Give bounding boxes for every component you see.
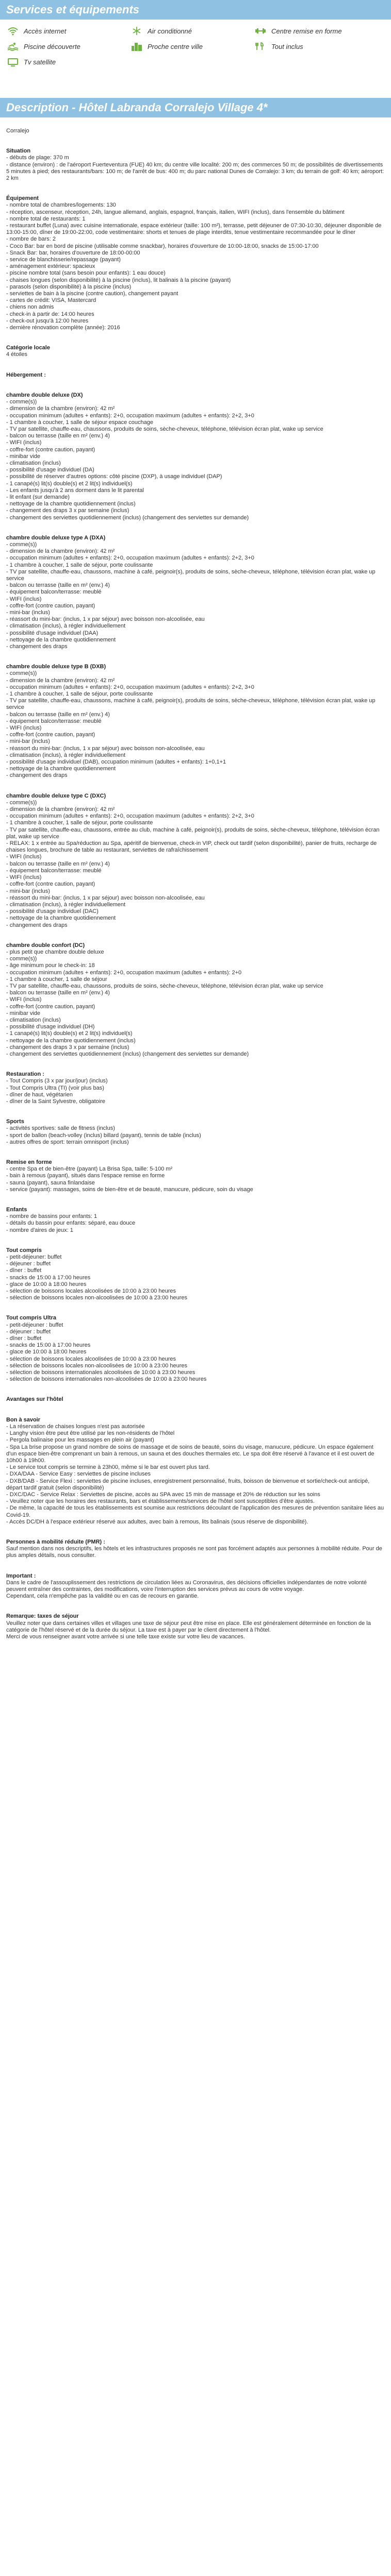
section-line: - sélection de boissons internationales alcoolisées de 10:00 à 23:00 heures [6, 1369, 196, 1376]
snowflake-icon [131, 26, 142, 36]
spacer [6, 779, 385, 793]
section-line: - minibar vide [6, 453, 41, 460]
section-line: - TV par satellite, chauffe-eau, chaussons, produits de soins, sèche-cheveux, téléphone, télévision écran plat, wake up service [6, 426, 323, 432]
section-line: - 1 chambre à coucher, 1 salle de séjour, porte coulissante [6, 691, 153, 698]
spacer [6, 1383, 385, 1396]
spacer [6, 929, 385, 942]
location-subtitle: Corralejo [6, 128, 29, 134]
section-line: - climatisation (inclus), à régler individuellement [6, 623, 126, 630]
section-line: - possibilité d'usage individuel (DH) [6, 1024, 95, 1030]
section-line: - climatisation (inclus) [6, 1016, 61, 1023]
section-line: - coffre-fort (contre caution, payant) [6, 732, 95, 738]
section-line: - occupation minimum (adultes + enfants): 2+0, occupation maximum (adultes + enfants): 2+0 [6, 969, 242, 976]
spacer [6, 650, 385, 664]
section-line: - Tout Compris (3 x par jour/jour) (inclus) [6, 1078, 108, 1084]
section-line: - nombre total de chambres/logements: 130 [6, 202, 116, 209]
section-line: - Snack Bar: bar, horaires d'ouverture de 18:00-00:00 [6, 249, 140, 256]
section-line: - WIFI (inclus) [6, 854, 42, 860]
section-line: - mini-bar (inclus) [6, 609, 50, 616]
section-line: - WIFI (inclus) [6, 996, 42, 1003]
feature-fitness [255, 26, 374, 36]
section-line: - dimension de la chambre (environ): 42 m² [6, 677, 115, 684]
section-line: - possibilité d'usage individuel (DA) [6, 467, 94, 473]
section-line: - Langhy vision être peut être utilisé par les non-résidents de l'hôtel [6, 1430, 175, 1437]
section-line: - sélection de boissons locales non-alcoolisées de 10:00 à 23:00 heures [6, 1295, 188, 1301]
section-line: - balcon ou terrasse (taille en m² (env.) 4) [6, 860, 110, 867]
section-line: - Tout Compris Ultra (TI) (voir plus bas) [6, 1084, 104, 1091]
section-line: - comme(s)) [6, 670, 37, 677]
description-section [6, 1118, 385, 1159]
spacer [6, 331, 385, 345]
section-line: - réassort du mini-bar: (inclus, 1 x par séjour) avec boisson non-alcoolisée, eau [6, 894, 205, 901]
description-section [6, 148, 385, 195]
description-section [6, 195, 385, 345]
section-heading: Tout compris [6, 1247, 42, 1253]
section-line: - balcon ou terrasse (taille en m² (env.) 4) [6, 711, 110, 718]
feature-label: Tout inclus [271, 42, 303, 50]
section-heading: Important : [6, 1572, 36, 1579]
section-heading: chambre double confort (DC) [6, 942, 85, 948]
spacer [6, 1193, 385, 1207]
section-line: - Les enfants jusqu'à 2 ans dorment dans le lit parental [6, 487, 144, 494]
feature-all-inclusive [255, 41, 374, 52]
section-line: - La réservation de chaises longues n'est pas autorisée [6, 1423, 145, 1430]
description-section [6, 1247, 385, 1315]
section-line: - équipement balcon/terrasse: meublé [6, 718, 102, 724]
section-line: - nettoyage de la chambre quotidiennement (inclus) [6, 501, 136, 507]
section-line: - changement des serviettes quotidiennement (inclus) (changement des serviettes sur demande) [6, 514, 249, 521]
section-line: - RELAX: 1 x entrée au Spa/réduction au Spa, apéritif de bienvenue, check-in VIP, check out tardif (selon disponibilité), panier de fruits, recharge de chaises longues, brochure de table au restaurant, serviettes de rafraîchissement [6, 840, 379, 854]
section-line: - check-in à partir de: 14:00 heures [6, 311, 94, 317]
section-line: - service (payant): massages, soins de bien-être et de beauté, manucure, pédicure, soin du visage [6, 1186, 253, 1193]
section-line: - sélection de boissons locales non-alcoolisées de 10:00 à 23:00 heures [6, 1362, 188, 1369]
section-line: - Accès DC/DH à l'espace extérieur réservé aux adultes, avec bain à remous, lits balinais (sous réserve de disponibilité). [6, 1518, 308, 1525]
section-line: - restaurant buffet (Luna) avec cuisine internationale, espace extérieur (taille: 100 m²), terrasse, petit déjeuner de 07:30-10:30, déjeuner disponible de 13:00-15:00, dîner de 19:00-22:00, code vestimentaire: shorts et tenues de plage interdits, tenue vestimentaire recommandée pour le dîner [6, 223, 383, 236]
section-line: - balcon ou terrasse (taille en m² (env.) 4) [6, 582, 110, 589]
section-line: - WIFI (inclus) [6, 596, 42, 602]
section-line: - nettoyage de la chambre quotidiennement (inclus) [6, 1037, 136, 1044]
section-line: - nettoyage de la chambre quotidiennement [6, 636, 116, 643]
section-line: - petit-déjeuner : buffet [6, 1321, 63, 1328]
section-line: - occupation minimum (adultes + enfants): 2+0, occupation maximum (adultes + enfants): 2+2, 3+0 [6, 412, 254, 419]
spacer [6, 1105, 385, 1118]
spacer [6, 1058, 385, 1071]
description-section [6, 1207, 385, 1247]
section-line: - De même, la capacité de tous les établissements est soumise aux restrictions découlant de l'application des mesures de prévention sanitaire liées au Covid-19. [6, 1505, 386, 1518]
section-line: 4 étoiles [6, 351, 27, 358]
section-heading: chambre double deluxe type B (DXB) [6, 664, 106, 670]
section-line: - dîner de haut, végétarien [6, 1091, 73, 1098]
feature-city-center [131, 41, 251, 52]
section-heading: chambre double deluxe type A (DXA) [6, 534, 106, 541]
section-line: - 1 canapé(s) lit(s) double(s) et 2 lit(s) individuel(s) [6, 480, 133, 487]
section-line: - dîner : buffet [6, 1335, 42, 1342]
section-line: - changement des draps 3 x par semaine (inclus) [6, 507, 129, 514]
section-line: - petit-déjeuner: buffet [6, 1254, 62, 1261]
section-line: - sauna (payant), sauna finlandaise [6, 1179, 95, 1186]
section-line: - déjeuner : buffet [6, 1328, 51, 1335]
section-line: Sauf mention dans nos descriptifs, les hôtels et les infrastructures proposés ne sont pas forcément adaptés aux personnes à mobilité réduite. Pour de plus amples détails, nous consulter. [6, 1546, 384, 1559]
section-line: - occupation minimum (adultes + enfants): 2+0, occupation maximum (adultes + enfants): 2+2, 3+0 [6, 684, 254, 690]
section-line: - aménagement extérieur: spacieux [6, 263, 95, 270]
tv-icon [7, 57, 19, 66]
spacer [6, 1403, 385, 1417]
dumbbell-icon [255, 26, 266, 36]
section-line: - plus petit que chambre double deluxe [6, 948, 104, 955]
section-heading: Personnes à mobilité réduite (PMR) : [6, 1538, 105, 1545]
section-line: - climatisation (inclus) [6, 460, 61, 466]
section-line: - check-out jusqu'à 12:00 heures [6, 317, 89, 324]
spacer [6, 1526, 385, 1539]
spacer [6, 1640, 385, 1654]
section-line: - réassort du mini-bar: (inclus, 1 x par séjour) avec boisson non-alcoolisée, eau [6, 616, 205, 623]
wifi-icon [7, 26, 19, 36]
section-line: - possibilité de réserver d'autres options: côté piscine (DXP), à usage individuel (DAP) [6, 473, 222, 480]
section-line: - nombre total de restaurants: 1 [6, 215, 86, 222]
section-line: Merci de vous renseigner avant votre arrivée si une telle taxe existe sur votre lieu de vacances. [6, 1633, 245, 1640]
section-line: - nombre de bars: 2 [6, 236, 56, 243]
description-content [0, 117, 391, 1654]
description-section [6, 372, 385, 392]
section-line: - WIFI (inclus) [6, 439, 42, 446]
section-line: - possibilité d'usage individuel (DAA) [6, 630, 99, 636]
section-line: - équipement balcon/terrasse: meublé [6, 589, 102, 596]
section-line: - sélection de boissons locales alcoolisées de 10:00 à 23:00 heures [6, 1355, 176, 1362]
spacer [6, 1301, 385, 1315]
spacer [6, 521, 385, 535]
section-line: Dans le cadre de l'assouplissement des restrictions de circulation liées au Coronavirus, des décisions officielles indépendantes de notre volonté peuvent entraîner des contraintes, des modifications, voire l'interruption des services prévus au cours de votre voyage. [6, 1579, 369, 1592]
spacer [6, 134, 385, 148]
description-section [6, 1159, 385, 1207]
description-section [6, 392, 385, 535]
section-line: - dîner : buffet [6, 1267, 42, 1274]
section-line: - glace de 10:00 à 18:00 heures [6, 1349, 87, 1355]
services-list [0, 20, 391, 72]
section-line: - Coco Bar: bar en bord de piscine (utilisable comme snackbar), horaires d'ouverture de 10:00-18:00, snacks de 15:00-17:00 [6, 243, 319, 249]
section-line: - coffre-fort (contre caution, payant) [6, 446, 95, 453]
section-line: - distance (environ) : de l'aéroport Fuerteventura (FUE) 40 km; du centre ville localité: 200 m; des commerces 50 m; de possibilités de divertissements 5 minutes à pied; des restaurants/bars: 100 m; de l'arrêt de bus: 400 m; du parc national Dunes de Corralejo: 3 km; du terrain de golf: 40 km; aéroport: 2 km [6, 161, 386, 182]
spacer [6, 182, 385, 195]
feature-label: Accès internet [24, 27, 67, 35]
section-line: - cartes de crédit: VISA, Mastercard [6, 297, 96, 304]
section-heading: Hébergement : [6, 371, 46, 378]
spacer [6, 1146, 385, 1159]
description-section [6, 535, 385, 664]
section-line: - nettoyage de la chambre quotidiennement [6, 915, 116, 922]
description-section [6, 345, 385, 371]
section-line: - parasols (selon disponibilité) à la piscine (inclus) [6, 283, 132, 290]
section-line: - dîner de la Saint Sylvestre, obligatoire [6, 1098, 105, 1105]
section-line: - climatisation (inclus), à régler individuellement [6, 752, 126, 758]
section-line: - possibilité d'usage individuel (DAB), occupation minimum (adultes + enfants): 1+0,1+1 [6, 759, 226, 766]
section-line: - dimension de la chambre (environ): 42 m² [6, 806, 115, 813]
description-section [6, 1613, 385, 1654]
feature-label: Piscine découverte [24, 42, 80, 50]
feature-label: Air conditionné [148, 27, 192, 35]
section-line: - bain à remous (payant), situés dans l'espace remise en forme [6, 1173, 165, 1179]
section-line: - changement des draps [6, 772, 68, 779]
section-line: - service de blanchisserie/repassage (payant) [6, 257, 121, 263]
section-line: - comme(s)) [6, 956, 37, 962]
section-line: - balcon ou terrasse (taille en m² (env.) 4) [6, 990, 110, 996]
section-heading: Catégorie locale [6, 345, 50, 351]
spacer [6, 1234, 385, 1247]
description-section [6, 793, 385, 942]
section-line: - changement des serviettes quotidiennement (inclus) (changement des serviettes sur demande) [6, 1050, 249, 1057]
section-line: - Pergola balinaise pour les massages en plein air (payant) [6, 1437, 154, 1444]
section-line: - TV par satellite, chauffe-eau, chaussons, machine à café, peignoir(s), produits de soins, sèche-cheveux, téléphone, télévision écran plat, wake up service [6, 698, 377, 711]
section-heading: chambre double deluxe type C (DXC) [6, 792, 106, 799]
description-section [6, 1315, 385, 1396]
section-line: - chaises longues (selon disponibilité) à la piscine (inclus), lit balinais à la piscine (payant) [6, 277, 231, 283]
description-section [6, 664, 385, 792]
section-heading: Bon à savoir [6, 1416, 41, 1423]
section-line: - sélection de boissons locales alcoolisées de 10:00 à 23:00 heures [6, 1288, 176, 1295]
feature-label: Tv satellite [24, 58, 56, 66]
section-line: - équipement balcon/terrasse: meublé [6, 867, 102, 874]
feature-tv [7, 57, 127, 67]
pool-icon [7, 42, 19, 51]
section-line: - TV par satellite, chauffe-eau, chaussons, produits de soins, sèche-cheveux, téléphone, télévision écran plat, wake up service [6, 982, 323, 989]
section-line: - lit enfant (sur demande) [6, 494, 70, 500]
section-line: - DXA/DAA - Service Easy : serviettes de piscine incluses [6, 1471, 151, 1478]
section-line: - déjeuner : buffet [6, 1261, 51, 1267]
section-line: - Veuillez noter que les horaires des restaurants, bars et établissements/services de l'hôtel sont susceptibles d'être ajustés. [6, 1498, 315, 1505]
section-line: - coffre-fort (contre caution, payant) [6, 602, 95, 609]
section-line: - WIFI (inclus) [6, 725, 42, 732]
description-section [6, 1417, 385, 1539]
section-line: - détails du bassin pour enfants: séparé, eau douce [6, 1220, 136, 1227]
feature-pool [7, 41, 127, 52]
description-section [6, 1573, 385, 1614]
description-section [6, 1539, 385, 1573]
section-line: - réception, ascenseur, réception, 24h, langue allemand, anglais, espagnol, français, italien, WIFI (inclus), dans l'ensemble du bâtiment [6, 209, 345, 215]
description-header: Description - Hôtel Labranda Corralejo Village 4* [0, 98, 391, 117]
spacer [6, 359, 385, 372]
section-line: - TV par satellite, chauffe-eau, chaussons, entrée au club, machine à café, peignoir(s), produits de soins, sèche-cheveux, téléphone, télévision écran plat, wake up service [6, 826, 381, 840]
section-heading: Remarque: taxes de séjour [6, 1613, 79, 1620]
section-heading: Situation [6, 148, 31, 155]
section-line: - glace de 10:00 à 18:00 heures [6, 1281, 87, 1287]
services-header: Services et équipements [0, 0, 391, 20]
section-heading: Équipement [6, 195, 39, 202]
section-line: - 1 chambre à coucher, 1 salle de séjour, porte coulissante [6, 562, 153, 568]
section-line: - minibar vide [6, 1010, 41, 1016]
section-line: - nombre de bassins pour enfants: 1 [6, 1213, 97, 1220]
section-line: - autres offres de sport: terrain omnisport (inclus) [6, 1139, 129, 1145]
section-line: - snacks de 15:00 à 17:00 heures [6, 1342, 91, 1349]
section-line: - balcon ou terrasse (taille en m² (env.) 4) [6, 433, 110, 439]
section-line: - comme(s)) [6, 799, 37, 806]
section-line: - changement des draps [6, 922, 68, 928]
all-inclusive-icon [255, 42, 266, 51]
section-line: - changement des draps [6, 643, 68, 650]
section-line: - réassort du mini-bar: (inclus, 1 x par séjour) avec boisson non-alcoolisée, eau [6, 745, 205, 752]
section-line: - Spa La brise propose un grand nombre de soins de massage et de soins de beauté, soins du visage, manucure, pédicure. Un espace également d'un espace bien-être comprenant un bain à remous, un sauna et des douches thermales etc. Le spa doit être réservé à l'avance et il est ouvert de 10h00 à 19h00. [6, 1444, 376, 1464]
section-line: - piscine nombre total (sans besoin pour enfants): 1 eau douce) [6, 270, 166, 277]
section-line: - occupation minimum (adultes + enfants): 2+0, occupation maximum (adultes + enfants): 2+2, 3+0 [6, 555, 254, 562]
description-section [6, 1071, 385, 1118]
spacer [6, 1600, 385, 1613]
section-line: - chiens non admis [6, 304, 54, 311]
section-line: Veuillez noter que dans certaines villes et villages une taxe de séjour peut être mise en place. Elle est généralement déterminée en fonction de la catégorie de l'hôtel réservé et de la durée du séjour. La taxe est à payer par le client directement à l'hôtel. [6, 1620, 372, 1633]
section-line: - WIFI (inclus) [6, 874, 42, 881]
section-line: - dernière rénovation complète (année): 2016 [6, 325, 120, 331]
section-line: - DXB/DAB - Service Flexi : serviettes de piscine incluses, enregistrement personnalisé, fruits, boisson de bienvenue et sortie/check-out anticipé, départ tardif gratuit (selon disponibilité) [6, 1478, 371, 1491]
section-heading: Remise en forme [6, 1159, 52, 1165]
description-section [6, 1396, 385, 1416]
section-heading: Enfants [6, 1207, 27, 1213]
section-line: - mini-bar (inclus) [6, 738, 50, 745]
feature-label: Proche centre ville [148, 42, 203, 50]
feature-label: Centre remise en forme [271, 27, 342, 35]
section-line: - nombre d'aires de jeux: 1 [6, 1227, 73, 1233]
section-line: Cependant, cela n'empêche pas la validité ou en cas de recours en garantie. [6, 1593, 199, 1600]
description-section [6, 942, 385, 1071]
section-line: - mini-bar (inclus) [6, 888, 50, 894]
section-line: - comme(s)) [6, 541, 37, 548]
section-line: - activités sportives: salle de fitness (inclus) [6, 1125, 115, 1132]
section-line: - 1 chambre à coucher, 1 salle de séjour, porte coulissante [6, 820, 153, 826]
section-line: - serviettes de bain à la piscine (contre caution), changement payant [6, 291, 178, 297]
section-line: - changement des draps 3 x par semaine (inclus) [6, 1044, 129, 1050]
section-line: - TV par satellite, chauffe-eau, chaussons, machine à café, peignoir(s), produits de soins, sèche-cheveux, téléphone, télévision écran plat, wake up service [6, 568, 377, 582]
section-line: - centre Spa et de bien-être (payant) La Brisa Spa, taille: 5-100 m² [6, 1166, 173, 1173]
section-line: - 1 chambre à coucher, 1 salle de séjour [6, 976, 107, 982]
section-line: - sport de ballon (beach-volley (inclus) billard (payant), tennis de table (inclus) [6, 1132, 201, 1139]
section-line: - nettoyage de la chambre quotidiennement [6, 766, 116, 772]
section-line: - possibilité d'usage individuel (DAC) [6, 908, 99, 915]
section-line: - Le service tout compris se termine à 23h00, même si le bar est ouvert plus tard. [6, 1464, 210, 1471]
section-line: - coffre-fort (contre caution, payant) [6, 881, 95, 888]
description-sections [6, 148, 385, 1654]
feature-aircon [131, 26, 251, 36]
section-heading: Avantages sur l'hôtel [6, 1396, 63, 1403]
section-line: - 1 canapé(s) lit(s) double(s) et 2 lit(s) individuel(s) [6, 1030, 133, 1037]
section-line: - climatisation (inclus), à régler individuellement [6, 901, 126, 908]
section-line: - âge minimum pour le check-in: 18 [6, 962, 95, 969]
section-line: - sélection de boissons internationales non-alcoolisées de 10:00 à 23:00 heures [6, 1376, 207, 1383]
section-heading: chambre double deluxe (DX) [6, 392, 83, 398]
section-line: - coffre-fort (contre caution, payant) [6, 1003, 95, 1010]
section-line: - snacks de 15:00 à 17:00 heures [6, 1274, 91, 1281]
section-line: - débuts de plage: 370 m [6, 155, 69, 161]
section-heading: Tout compris Ultra [6, 1315, 56, 1321]
section-heading: Sports [6, 1118, 24, 1125]
section-line: - 1 chambre à coucher, 1 salle de séjour espace couchage [6, 419, 153, 426]
spacer [6, 1560, 385, 1573]
feature-internet [7, 26, 127, 36]
city-icon [131, 42, 142, 51]
section-line: - comme(s)) [6, 399, 37, 405]
section-line: - DXC/DAC - Service Relax : Serviettes de piscine, accès au SPA avec 15 min de massage et 20% de réduction sur les soins [6, 1491, 320, 1498]
section-line: - occupation minimum (adultes + enfants): 2+0, occupation maximum (adultes + enfants): 2+2, 3+0 [6, 813, 254, 820]
section-line: - dimension de la chambre (environ): 42 m² [6, 405, 115, 412]
section-heading: Restauration : [6, 1071, 44, 1078]
section-line: - dimension de la chambre (environ): 42 m² [6, 548, 115, 555]
spacer [6, 379, 385, 392]
